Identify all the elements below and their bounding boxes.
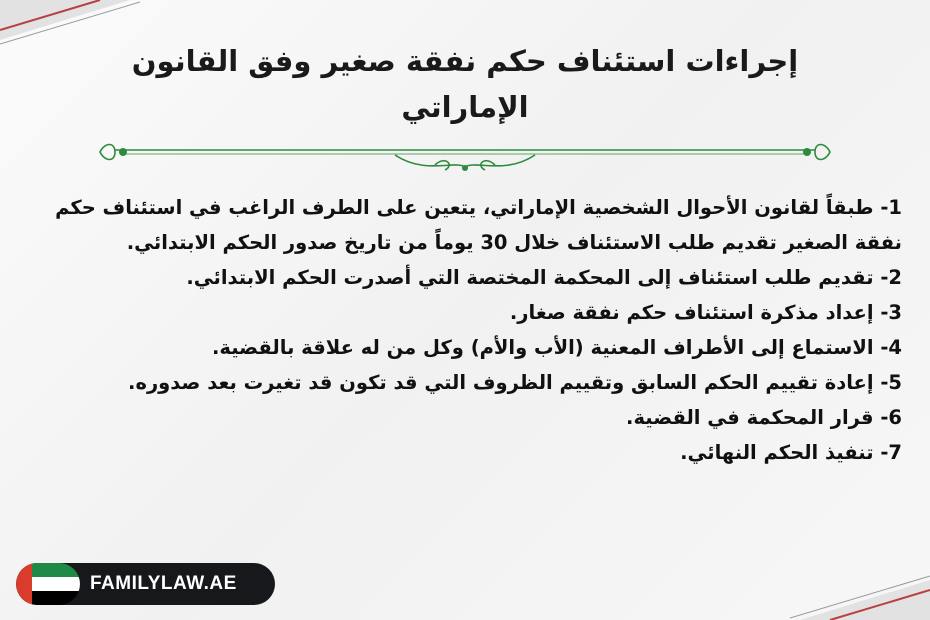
brand-badge — [16, 563, 275, 605]
list-item: 3- إعداد مذكرة استئناف حكم نفقة صغار. — [509, 301, 902, 324]
list-item: 1- طبقاً لقانون الأحوال الشخصية الإماراتي، يتعين على الطرف الراغب في استئناف حكم نفقة الصغير تقديم طلب الاستئناف خلال 30 يوماً من تاريخ صدور الحكم الابتدائي. — [55, 196, 902, 254]
list-item: 5- إعادة تقييم الحكم السابق وتقييم الظروف التي قد تكون قد تغيرت بعد صدوره. — [128, 371, 902, 394]
list-item: 4- الاستماع إلى الأطراف المعنية (الأب والأم) وكل من له علاقة بالقضية. — [211, 336, 902, 359]
uae-flag-icon — [16, 563, 80, 605]
page-title: إجراءات استئناف حكم نفقة صغير وفق القانون الإماراتي — [131, 44, 799, 124]
ornament-divider — [95, 135, 835, 180]
brand-label: FAMILYLAW.AE — [90, 573, 237, 594]
list-item: 7- تنفيذ الحكم النهائي. — [680, 441, 902, 464]
list-item: 6- قرار المحكمة في القضية. — [626, 406, 902, 429]
corner-decoration-bottom-right — [790, 570, 930, 620]
list-item: 2- تقديم طلب استئناف إلى المحكمة المختصة التي أصدرت الحكم الابتدائي. — [186, 266, 902, 289]
procedure-list — [40, 190, 902, 470]
